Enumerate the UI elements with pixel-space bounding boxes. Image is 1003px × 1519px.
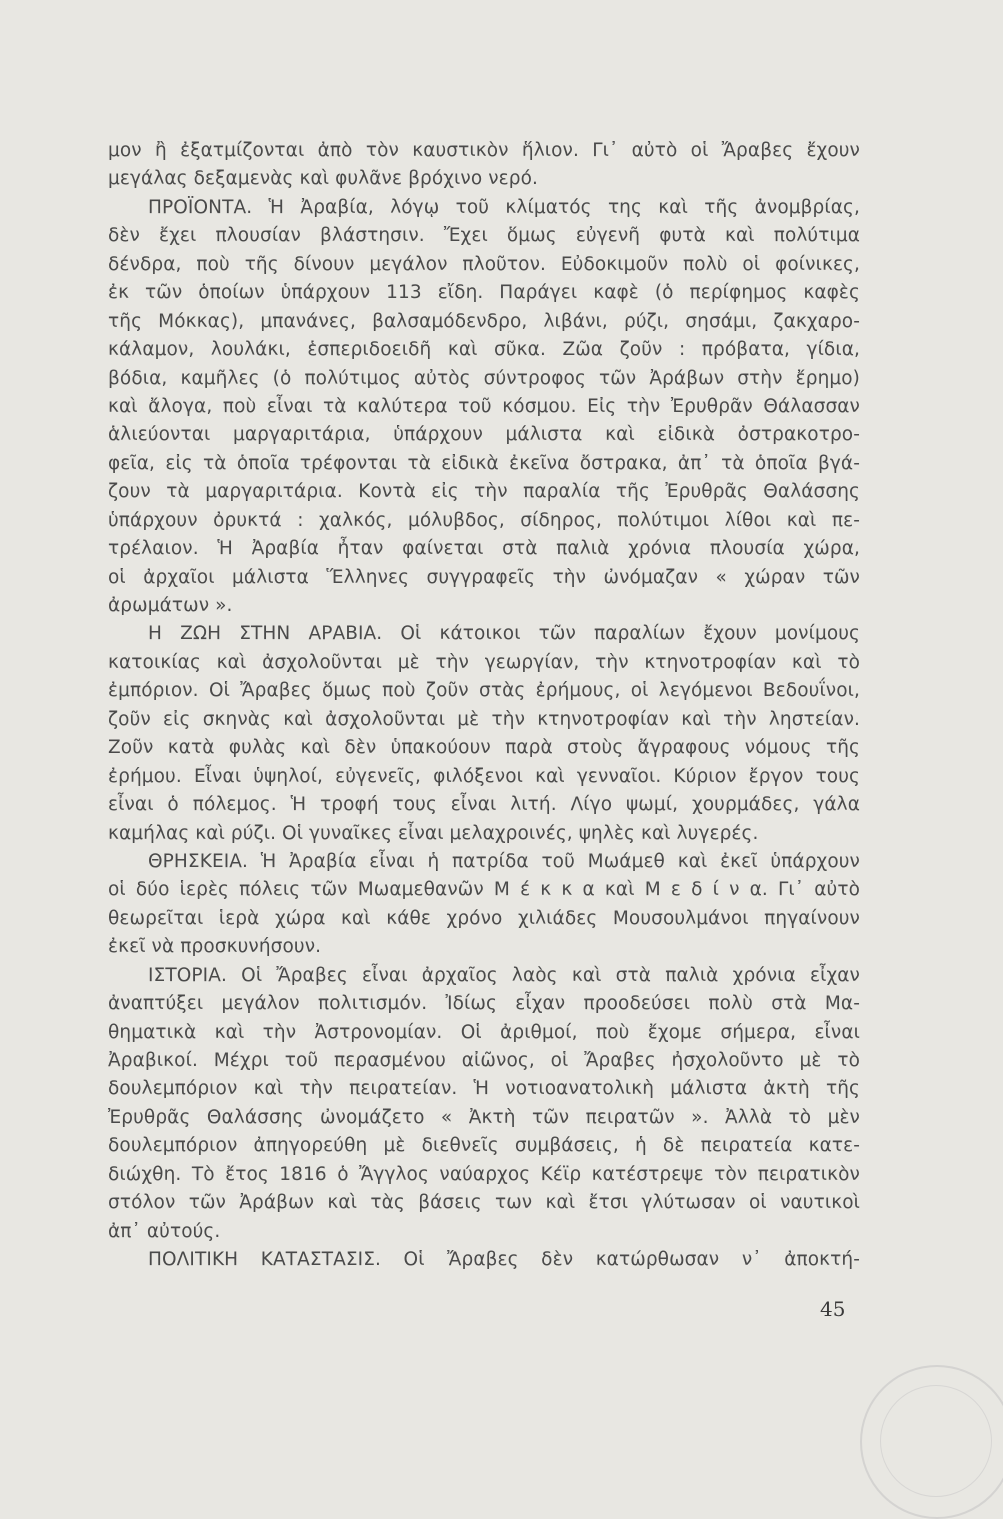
paragraph [108, 194, 860, 621]
text-line: Η ΖΩΗ ΣΤΗΝ ΑΡΑΒΙΑ. Οἱ κάτοικοι τῶν παραλίων ἔχουν μονίμους [148, 623, 860, 645]
page-number: 45 [820, 1297, 846, 1321]
text-line: ΠΡΟΪΟΝΤΑ. Ἡ Ἀραβία, λόγῳ τοῦ κλίματός της καὶ τῆς ἀνομβρίας, [148, 196, 860, 218]
text-line: κάλαμον, λουλάκι, ἑσπεριδοειδῆ καὶ σῦκα. Ζῶα ζοῦν : πρόβατα, γίδια, [108, 339, 860, 361]
text-line: μεγάλας δεξαμενὰς καὶ φυλᾶνε βρόχινο νερό. [108, 168, 538, 190]
text-line: εἶναι ὁ πόλεμος. Ἡ τροφή τους εἶναι λιτή. Λίγο ψωμί, χουρμάδες, γάλα [108, 794, 860, 816]
text-line: καὶ ἄλογα, ποὺ εἶναι τὰ καλύτερα τοῦ κόσμου. Εἰς τὴν Ἐρυθρᾶν Θάλασσαν [108, 395, 860, 417]
text-line: ΙΣΤΟΡΙΑ. Οἱ Ἄραβες εἶναι ἀρχαῖος λαὸς καὶ στὰ παλιὰ χρόνια εἶχαν [148, 964, 860, 986]
text-line: τῆς Μόκκας), μπανάνες, βαλσαμόδενδρο, λιβάνι, ρύζι, σησάμι, ζακχαρο- [108, 310, 860, 332]
book-page-text [108, 137, 860, 1275]
text-line: ἐκεῖ νὰ προσκυνήσουν. [108, 936, 322, 958]
text-line: μον ἢ ἐξατμίζονται ἀπὸ τὸν καυστικὸν ἥλιον. Γι᾿ αὐτὸ οἱ Ἄραβες ἔχουν [108, 140, 860, 161]
paragraph [108, 1246, 860, 1274]
text-line: τρέλαιον. Ἡ Ἀραβία ἦταν φαίνεται στὰ παλιὰ χρόνια πλουσία χώρα, [108, 538, 860, 560]
text-line: δουλεμπόριον καὶ τὴν πειρατείαν. Ἡ νοτιοανατολικὴ μάλιστα ἀκτὴ τῆς [108, 1078, 860, 1100]
text-line: φεῖα, εἰς τὰ ὁποῖα τρέφονται τὰ εἰδικὰ ἐκεῖνα ὄστρακα, ἀπ᾿ τὰ ὁποῖα βγά- [108, 452, 860, 474]
text-line: Ζοῦν κατὰ φυλὰς καὶ δὲν ὑπακούουν παρὰ στοὺς ἄγραφους νόμους τῆς [108, 737, 860, 759]
text-line: οἱ ἀρχαῖοι μάλιστα Ἕλληνες συγγραφεῖς τὴν ὠνόμαζαν « χώραν τῶν [108, 566, 860, 588]
text-line: ζοῦν εἰς σκηνὰς καὶ ἀσχολοῦνται μὲ τὴν κτηνοτροφίαν καὶ τὴν ληστείαν. [108, 708, 860, 730]
text-line: ἀρωμάτων ». [108, 595, 233, 616]
text-line: ζουν τὰ μαργαριτάρια. Κοντὰ εἰς τὴν παραλία τῆς Ἐρυθρᾶς Θαλάσσης [108, 481, 860, 503]
text-line: ἁλιεύονται μαργαριτάρια, ὑπάρχουν μάλιστα καὶ εἰδικὰ ὀστρακοτρο- [108, 424, 860, 446]
text-line: ἀναπτύξει μεγάλον πολιτισμόν. Ἰδίως εἶχαν προοδεύσει πολὺ στὰ Μα- [108, 993, 860, 1015]
text-line: στόλον τῶν Ἀράβων καὶ τὰς βάσεις των καὶ ἔτσι γλύτωσαν οἱ ναυτικοὶ [108, 1192, 860, 1214]
paragraph [108, 962, 860, 1246]
text-line: ΘΡΗΣΚΕΙΑ. Ἡ Ἀραβία εἶναι ἡ πατρίδα τοῦ Μωάμεθ καὶ ἐκεῖ ὑπάρχουν [148, 850, 860, 872]
paragraph [108, 137, 860, 194]
text-line: ὑπάρχουν ὀρυκτά : χαλκός, μόλυβδος, σίδηρος, πολύτιμοι λίθοι καὶ πε- [108, 509, 860, 531]
text-line: δένδρα, ποὺ τῆς δίνουν μεγάλον πλοῦτον. Εὐδοκιμοῦν πολὺ οἱ φοίνικες, [108, 253, 860, 275]
text-line: κατοικίας καὶ ἀσχολοῦνται μὲ τὴν γεωργίαν, τὴν κτηνοτροφίαν καὶ τὸ [108, 651, 860, 673]
text-line: δὲν ἔχει πλουσίαν βλάστησιν. Ἔχει ὅμως εὐγενῆ φυτὰ καὶ πολύτιμα [108, 225, 860, 247]
text-line: καμήλας καὶ ρύζι. Οἱ γυναῖκες εἶναι μελαχροινές, ψηλὲς καὶ λυγερές. [108, 822, 759, 844]
text-line: ΠΟΛΙΤΙΚΗ ΚΑΤΑΣΤΑΣΙΣ. Οἱ Ἄραβες δὲν κατώρθωσαν ν᾿ ἀποκτή- [148, 1249, 860, 1271]
library-stamp-inner [880, 1385, 992, 1497]
paragraph [108, 848, 860, 962]
text-line: ἐρήμου. Εἶναι ὑψηλοί, εὐγενεῖς, φιλόξενοι καὶ γενναῖοι. Κύριον ἔργον τους [108, 765, 860, 787]
text-line: δουλεμπόριον ἀπηγορεύθη μὲ διεθνεῖς συμβάσεις, ἡ δὲ πειρατεία κατε- [108, 1135, 860, 1157]
text-line: ἐκ τῶν ὁποίων ὑπάρχουν 113 εἴδη. Παράγει καφὲ (ὁ περίφημος καφὲς [108, 282, 860, 304]
text-line: θηματικὰ καὶ τὴν Ἀστρονομίαν. Οἱ ἀριθμοί, ποὺ ἔχομε σήμερα, εἶναι [108, 1021, 860, 1043]
text-line: βόδια, καμῆλες (ὁ πολύτιμος αὐτὸς σύντροφος τῶν Ἀράβων στὴν ἔρημο) [108, 367, 860, 389]
text-line: οἱ δύο ἱερὲς πόλεις τῶν Μωαμεθανῶν Μ έ κ κ α καὶ Μ ε δ ί ν α. Γι᾿ αὐτὸ [108, 879, 860, 901]
text-line: ἀπ᾿ αὐτούς. [108, 1220, 221, 1242]
text-line: διώχθη. Τὸ ἔτος 1816 ὁ Ἄγγλος ναύαρχος Κέϊρ κατέστρεψε τὸν πειρατικὸν [108, 1163, 860, 1185]
paragraph [108, 620, 860, 848]
text-line: ἐμπόριον. Οἱ Ἄραβες ὅμως ποὺ ζοῦν στὰς ἐρήμους, οἱ λεγόμενοι Βεδουΐνοι, [108, 680, 860, 702]
text-line: θεωρεῖται ἱερὰ χώρα καὶ κάθε χρόνο χιλιάδες Μουσουλμάνοι πηγαίνουν [108, 907, 860, 929]
text-line: Ἀραβικοί. Μέχρι τοῦ περασμένου αἰῶνος, οἱ Ἄραβες ἠσχολοῦντο μὲ τὸ [108, 1050, 860, 1071]
text-line: Ἐρυθρᾶς Θαλάσσης ὠνομάζετο « Ἀκτὴ τῶν πειρατῶν ». Ἀλλὰ τὸ μὲν [108, 1106, 860, 1128]
